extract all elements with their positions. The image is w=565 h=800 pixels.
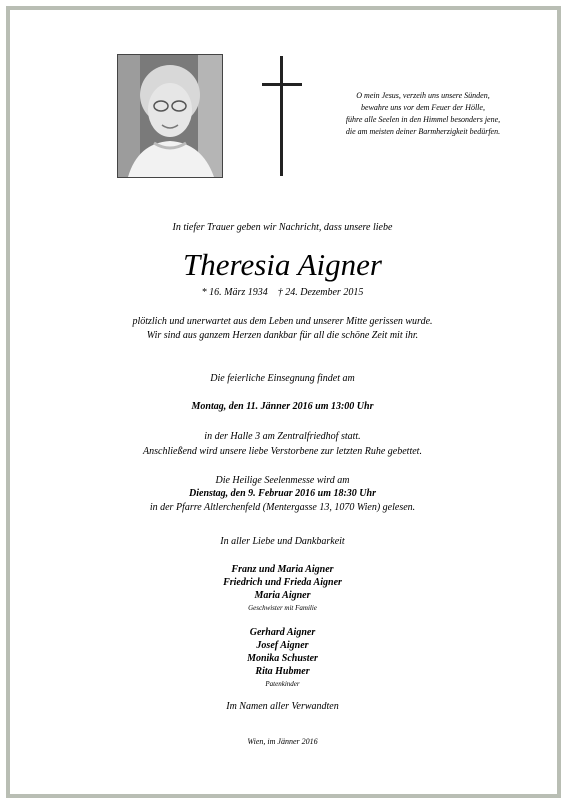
- prayer-line: bewahre uns vor dem Feuer der Hölle,: [361, 103, 485, 112]
- mass-date: Dienstag, den 9. Februar 2016 um 18:30 Uhr: [189, 488, 376, 499]
- message-line: plötzlich und unerwartet aus dem Leben und unserer Mitte gerissen wurde.: [132, 316, 433, 327]
- relatives-text: Im Namen aller Verwandten: [226, 701, 339, 712]
- place-date: Wien, im Jänner 2016: [247, 737, 318, 746]
- portrait-photo: [117, 54, 223, 178]
- mourner-name: Franz und Maria Aigner: [231, 564, 334, 575]
- deceased-name: Theresia Aigner: [183, 247, 382, 282]
- siblings-caption: Geschwister mit Familie: [248, 604, 317, 612]
- prayer-text: [318, 90, 528, 138]
- mourner-name: Monika Schuster: [247, 653, 318, 664]
- mourner-name: Rita Hubmer: [255, 666, 310, 677]
- mass-intro: Die Heilige Seelenmesse wird am: [215, 475, 350, 486]
- prayer-line: führe alle Seelen in den Himmel besonders jene,: [345, 115, 501, 124]
- ceremony-place: in der Halle 3 am Zentralfriedhof statt.: [204, 431, 361, 442]
- prayer-line: O mein Jesus, verzeih uns unsere Sünden,: [356, 91, 490, 100]
- message-line: Wir sind aus ganzem Herzen dankbar für all die schöne Zeit mit ihr.: [146, 330, 419, 341]
- ceremony-burial: Anschließend wird unsere liebe Verstorbene zur letzten Ruhe gebettet.: [143, 446, 422, 457]
- mourner-name: Josef Aigner: [256, 640, 309, 651]
- mass-place: in der Pfarre Altlerchenfeld (Mentergasse 13, 1070 Wien) gelesen.: [149, 502, 416, 513]
- life-dates: * 16. März 1934 † 24. Dezember 2015: [201, 287, 364, 298]
- godchildren-caption: Patenkinder: [265, 680, 300, 688]
- closing-text: In aller Liebe und Dankbarkeit: [220, 536, 345, 547]
- mourner-name: Friedrich und Frieda Aigner: [223, 577, 342, 588]
- cross-icon: [262, 56, 302, 176]
- ceremony-intro: Die feierliche Einsegnung findet am: [210, 373, 355, 384]
- intro-text: In tiefer Trauer geben wir Nachricht, dass unsere liebe: [172, 222, 393, 233]
- mourner-name: Gerhard Aigner: [249, 627, 316, 638]
- ceremony-date: Montag, den 11. Jänner 2016 um 13:00 Uhr: [191, 401, 374, 412]
- mourner-name: Maria Aigner: [254, 590, 311, 601]
- prayer-line: die am meisten deiner Barmherzigkeit bedürfen.: [345, 127, 501, 136]
